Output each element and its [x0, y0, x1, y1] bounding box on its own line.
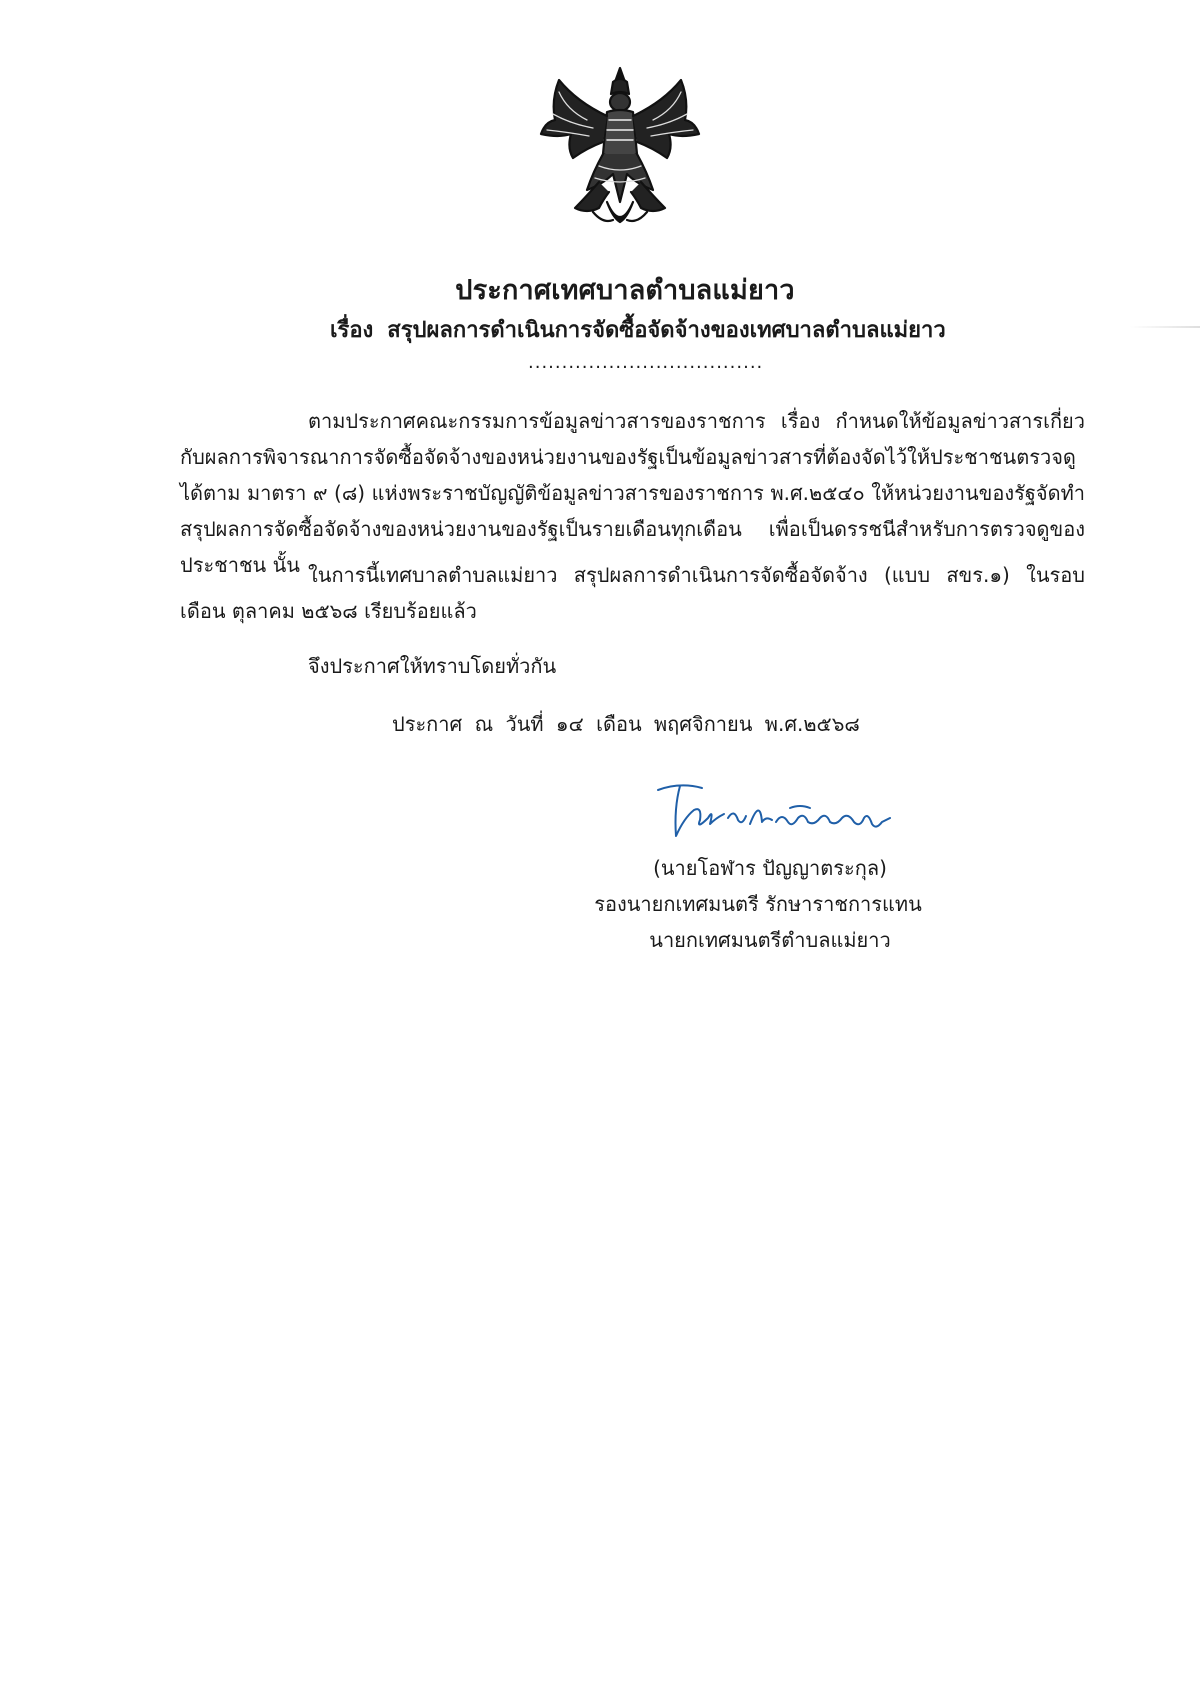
announcement-title: ประกาศเทศบาลตำบลแม่ยาว	[455, 275, 795, 306]
scan-edge-mark	[1130, 326, 1200, 328]
dotted-divider: ...................................	[528, 352, 764, 373]
signer-name: (นายโอฬาร ปัญญาตระกุล)	[653, 856, 887, 880]
handwritten-signature	[650, 778, 910, 848]
body-paragraph-1: ตามประกาศคณะกรรมการข้อมูลข่าวสารของราชการ เรื่อง กำหนดให้ข้อมูลข่าวสารเกี่ยวกับผลการพิจารณาการจัดซื้อจัดจ้างของหน่วยงานของรัฐเป็นข้อมูลข่าวสารที่ต้องจัดไว้ให้ประชาชนตรวจดูได้ตาม มาตรา ๙ (๘) แห่งพระราชบัญญัติข้อมูลข่าวสารของราชการ พ.ศ.๒๕๔๐ ให้หน่วยงานของรัฐจัดทำสรุปผลการจัดซื้อจัดจ้างของหน่วยงานของรัฐเป็นรายเดือนทุกเดือน เพื่อเป็นดรรชนีสำหรับการตรวจดูของประชาชน นั้น	[180, 409, 1085, 577]
body-paragraph-3: จึงประกาศให้ทราบโดยทั่วกัน	[308, 654, 557, 678]
subject-text: สรุปผลการดำเนินการจัดซื้อจัดจ้างของเทศบาลตำบลแม่ยาว	[387, 318, 946, 343]
signer-position-acting: รองนายกเทศมนตรี รักษาราชการแทน	[594, 892, 922, 916]
subject-line	[330, 312, 946, 347]
signer-position-mayor: นายกเทศมนตรีตำบลแม่ยาว	[649, 928, 891, 952]
announcement-date: ประกาศ ณ วันที่ ๑๔ เดือน พฤศจิกายน พ.ศ.๒๕๖๘	[392, 712, 860, 736]
subject-label: เรื่อง	[330, 318, 374, 343]
garuda-emblem-icon	[537, 62, 703, 232]
body-paragraph-2: ในการนี้เทศบาลตำบลแม่ยาว สรุปผลการดำเนินการจัดซื้อจัดจ้าง (แบบ สขร.๑) ในรอบเดือน ตุลาคม ๒๕๖๘ เรียบร้อยแล้ว	[180, 563, 1085, 623]
